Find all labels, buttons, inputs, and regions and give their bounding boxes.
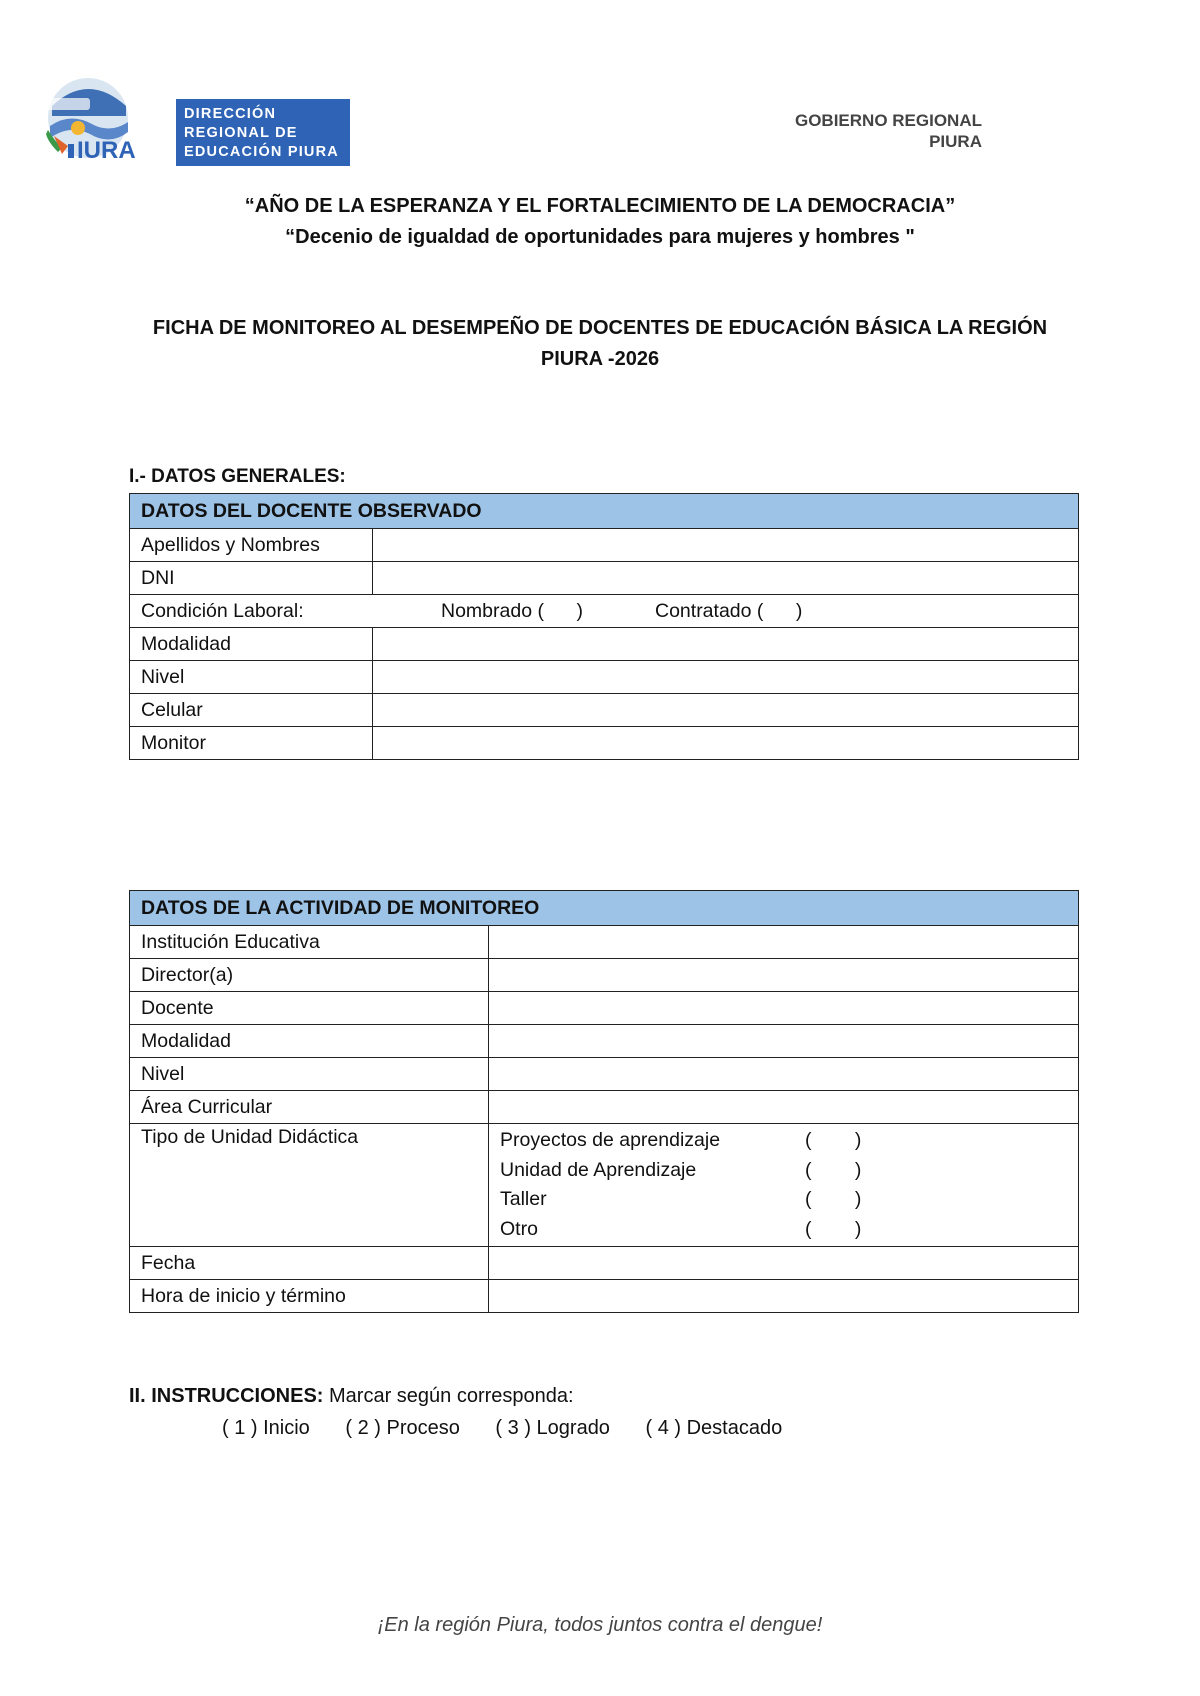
tipo-option-mark[interactable]: ( ) (805, 1188, 862, 1210)
logo-text: IURA (77, 137, 136, 164)
modalidad-field[interactable] (489, 1025, 1079, 1058)
gobierno-regional-heading (795, 110, 982, 152)
row-label: Monitor (130, 727, 373, 760)
nivel-field[interactable] (373, 661, 1079, 694)
gob-line-2: PIURA (929, 132, 982, 151)
row-label: Director(a) (130, 959, 489, 992)
year-name: “AÑO DE LA ESPERANZA Y EL FORTALECIMIENTO DE LA DEMOCRACIA” (244, 195, 956, 217)
dre-line-1: DIRECCIÓN (184, 106, 277, 122)
modalidad-field[interactable] (373, 628, 1079, 661)
condicion-row (130, 595, 1079, 628)
year-heading (0, 191, 1200, 253)
table-row (130, 727, 1079, 760)
table-row (130, 694, 1079, 727)
row-label: Apellidos y Nombres (130, 529, 373, 562)
condicion-label: Condición Laboral: (141, 599, 304, 622)
table-row (130, 926, 1079, 959)
instructions-title: II. INSTRUCCIONES: (129, 1385, 324, 1407)
row-label: Institución Educativa (130, 926, 489, 959)
title-line-2: PIURA -2026 (540, 348, 660, 370)
table-row (130, 959, 1079, 992)
table-row (130, 661, 1079, 694)
table-row (130, 992, 1079, 1025)
director-field[interactable] (489, 959, 1079, 992)
scale-proceso: ( 2 ) Proceso (345, 1417, 460, 1439)
gore-piura-logo (40, 76, 162, 168)
row-label: DNI (130, 562, 373, 595)
row-label: Área Curricular (130, 1091, 489, 1124)
docente-table-header: DATOS DEL DOCENTE OBSERVADO (130, 494, 1079, 529)
contratado-option[interactable]: Contratado ( ) (655, 599, 803, 622)
nombrado-option[interactable]: Nombrado ( ) (441, 599, 583, 622)
row-label: Tipo de Unidad Didáctica (130, 1124, 489, 1247)
table-row (130, 1280, 1079, 1313)
docente-table (129, 493, 1079, 760)
table-row (130, 1124, 1079, 1247)
table-row (130, 595, 1079, 628)
actividad-table (129, 890, 1079, 1313)
dni-field[interactable] (373, 562, 1079, 595)
instructions (129, 1385, 574, 1408)
gob-line-1: GOBIERNO REGIONAL (794, 111, 982, 130)
dre-line-2: REGIONAL DE (184, 125, 298, 141)
row-label: Hora de inicio y término (130, 1280, 489, 1313)
instructions-text: Marcar según corresponda: (323, 1385, 574, 1407)
dre-logo (176, 99, 350, 166)
tipo-option-mark[interactable]: ( ) (805, 1158, 862, 1181)
table-row (130, 1247, 1079, 1280)
title-line-1: FICHA DE MONITOREO AL DESEMPEÑO DE DOCENTES DE EDUCACIÓN BÁSICA LA REGIÓN (152, 317, 1048, 339)
nivel-field[interactable] (489, 1058, 1079, 1091)
row-label: Docente (130, 992, 489, 1025)
rating-scale (222, 1417, 812, 1440)
row-label: Celular (130, 694, 373, 727)
apellidos-field[interactable] (373, 529, 1079, 562)
celular-field[interactable] (373, 694, 1079, 727)
decade-name: “Decenio de igualdad de oportunidades para mujeres y hombres " (285, 226, 915, 248)
docente-field[interactable] (489, 992, 1079, 1025)
table-row (130, 1025, 1079, 1058)
scale-destacado: ( 4 ) Destacado (645, 1417, 783, 1439)
table-row (130, 628, 1079, 661)
tipo-option-mark[interactable]: ( ) (805, 1129, 862, 1151)
area-curricular-field[interactable] (489, 1091, 1079, 1124)
tipo-option-label: Proyectos de aprendizaje (500, 1129, 721, 1151)
actividad-table-header: DATOS DE LA ACTIVIDAD DE MONITOREO (130, 891, 1079, 926)
footer-slogan: ¡En la región Piura, todos juntos contra el dengue! (377, 1614, 823, 1636)
row-label: Nivel (130, 1058, 489, 1091)
section-1-title: I.- DATOS GENERALES: (129, 466, 346, 487)
monitor-field[interactable] (373, 727, 1079, 760)
row-label: Modalidad (130, 1025, 489, 1058)
table-row (130, 562, 1079, 595)
row-label: Fecha (130, 1247, 489, 1280)
tipo-option-label: Unidad de Aprendizaje (500, 1158, 697, 1181)
institucion-field[interactable] (489, 926, 1079, 959)
fecha-field[interactable] (489, 1247, 1079, 1280)
dre-line-3: EDUCACIÓN PIURA (184, 144, 339, 160)
row-label: Nivel (130, 661, 373, 694)
document-title (0, 313, 1200, 375)
table-row (130, 1058, 1079, 1091)
tipo-option-label: Taller (500, 1188, 547, 1210)
table-row (130, 529, 1079, 562)
row-label: Modalidad (130, 628, 373, 661)
tipo-option-mark[interactable]: ( ) (805, 1217, 862, 1240)
scale-inicio: ( 1 ) Inicio (222, 1417, 310, 1439)
hora-field[interactable] (489, 1280, 1079, 1313)
tipo-option-label: Otro (500, 1217, 538, 1240)
table-row (130, 1091, 1079, 1124)
scale-logrado: ( 3 ) Logrado (495, 1417, 610, 1439)
tipo-unidad-options (489, 1124, 1079, 1247)
